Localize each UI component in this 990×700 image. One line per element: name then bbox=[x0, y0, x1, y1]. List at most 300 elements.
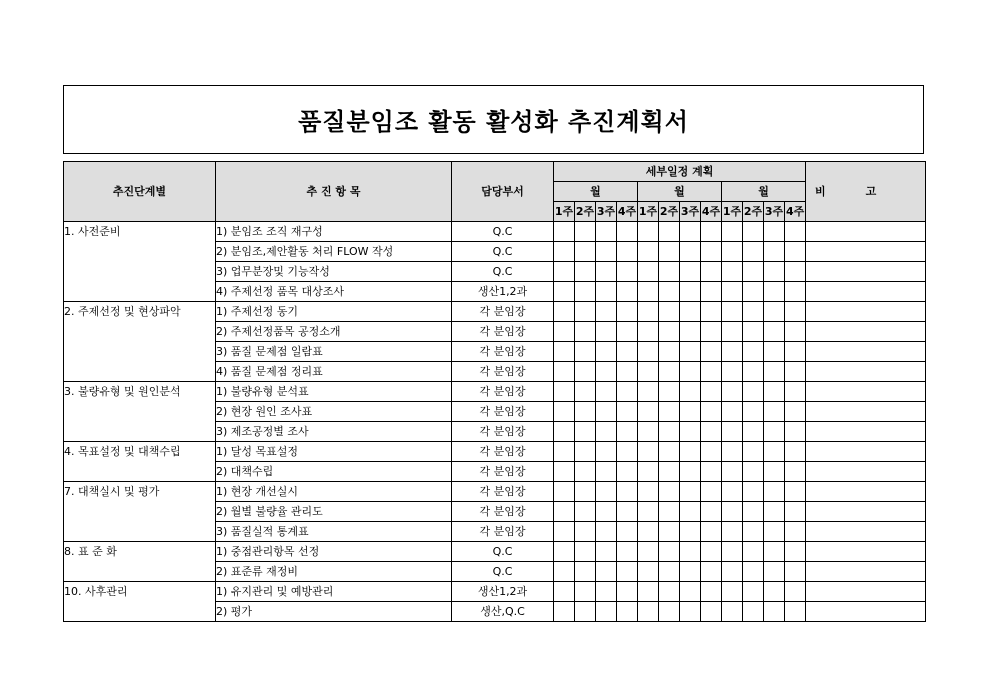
schedule-cell bbox=[722, 602, 743, 622]
schedule-cell bbox=[701, 242, 722, 262]
schedule-cell bbox=[617, 222, 638, 242]
schedule-cell bbox=[638, 342, 659, 362]
schedule-cell bbox=[617, 482, 638, 502]
schedule-cell bbox=[764, 402, 785, 422]
schedule-cell bbox=[743, 362, 764, 382]
dept-label: Q.C bbox=[452, 242, 554, 262]
header-stage: 추진단계별 bbox=[64, 162, 216, 222]
document-title: 품질분임조 활동 활성화 추진계획서 bbox=[298, 108, 689, 136]
table-body bbox=[64, 222, 926, 622]
schedule-cell bbox=[722, 422, 743, 442]
schedule-cell bbox=[659, 522, 680, 542]
header-week: 1주 bbox=[554, 202, 575, 222]
schedule-cell bbox=[785, 542, 806, 562]
header-week: 3주 bbox=[764, 202, 785, 222]
schedule-cell bbox=[785, 522, 806, 542]
stage-label: 1. 사전준비 bbox=[64, 222, 216, 302]
schedule-cell bbox=[743, 502, 764, 522]
schedule-cell bbox=[659, 422, 680, 442]
schedule-cell bbox=[722, 342, 743, 362]
note-cell bbox=[806, 422, 926, 442]
schedule-cell bbox=[722, 382, 743, 402]
schedule-cell bbox=[575, 502, 596, 522]
schedule-cell bbox=[764, 442, 785, 462]
schedule-cell bbox=[554, 442, 575, 462]
schedule-cell bbox=[596, 482, 617, 502]
schedule-cell bbox=[680, 522, 701, 542]
schedule-cell bbox=[743, 522, 764, 542]
schedule-cell bbox=[596, 242, 617, 262]
schedule-cell bbox=[764, 302, 785, 322]
header-week: 2주 bbox=[659, 202, 680, 222]
schedule-cell bbox=[554, 342, 575, 362]
schedule-cell bbox=[596, 382, 617, 402]
schedule-cell bbox=[743, 322, 764, 342]
schedule-cell bbox=[638, 362, 659, 382]
schedule-cell bbox=[638, 322, 659, 342]
dept-label: 각 분임장 bbox=[452, 422, 554, 442]
schedule-cell bbox=[575, 402, 596, 422]
schedule-cell bbox=[764, 242, 785, 262]
table-row bbox=[64, 542, 926, 562]
header-week: 2주 bbox=[743, 202, 764, 222]
dept-label: 각 분임장 bbox=[452, 502, 554, 522]
schedule-cell bbox=[701, 582, 722, 602]
schedule-cell bbox=[722, 282, 743, 302]
schedule-cell bbox=[554, 602, 575, 622]
header-week: 2주 bbox=[575, 202, 596, 222]
schedule-cell bbox=[638, 222, 659, 242]
schedule-cell bbox=[743, 382, 764, 402]
dept-label: 각 분임장 bbox=[452, 462, 554, 482]
schedule-cell bbox=[785, 482, 806, 502]
schedule-cell bbox=[659, 342, 680, 362]
schedule-cell bbox=[722, 262, 743, 282]
item-label: 1) 불량유형 분석표 bbox=[216, 382, 452, 402]
schedule-cell bbox=[617, 242, 638, 262]
schedule-cell bbox=[722, 402, 743, 422]
schedule-cell bbox=[722, 322, 743, 342]
schedule-cell bbox=[638, 462, 659, 482]
schedule-cell bbox=[743, 442, 764, 462]
schedule-cell bbox=[554, 382, 575, 402]
schedule-cell bbox=[554, 542, 575, 562]
note-cell bbox=[806, 602, 926, 622]
dept-label: Q.C bbox=[452, 562, 554, 582]
plan-table bbox=[63, 161, 926, 622]
dept-label: 생산1,2과 bbox=[452, 582, 554, 602]
table-row bbox=[64, 302, 926, 322]
schedule-cell bbox=[722, 302, 743, 322]
dept-label: 각 분임장 bbox=[452, 302, 554, 322]
note-cell bbox=[806, 282, 926, 302]
schedule-cell bbox=[785, 302, 806, 322]
schedule-cell bbox=[554, 482, 575, 502]
schedule-cell bbox=[680, 502, 701, 522]
header-dept: 담당부서 bbox=[452, 162, 554, 222]
schedule-cell bbox=[659, 402, 680, 422]
schedule-cell bbox=[785, 422, 806, 442]
dept-label: Q.C bbox=[452, 542, 554, 562]
schedule-cell bbox=[701, 262, 722, 282]
note-cell bbox=[806, 242, 926, 262]
schedule-cell bbox=[785, 382, 806, 402]
schedule-cell bbox=[596, 442, 617, 462]
item-label: 3) 제조공정별 조사 bbox=[216, 422, 452, 442]
schedule-cell bbox=[596, 422, 617, 442]
schedule-cell bbox=[659, 582, 680, 602]
schedule-cell bbox=[743, 282, 764, 302]
schedule-cell bbox=[638, 522, 659, 542]
dept-label: 각 분임장 bbox=[452, 522, 554, 542]
schedule-cell bbox=[743, 402, 764, 422]
schedule-cell bbox=[680, 262, 701, 282]
schedule-cell bbox=[785, 562, 806, 582]
schedule-cell bbox=[764, 582, 785, 602]
schedule-cell bbox=[680, 482, 701, 502]
schedule-cell bbox=[785, 502, 806, 522]
schedule-cell bbox=[764, 322, 785, 342]
dept-label: 각 분임장 bbox=[452, 402, 554, 422]
schedule-cell bbox=[554, 322, 575, 342]
schedule-cell bbox=[638, 422, 659, 442]
note-cell bbox=[806, 382, 926, 402]
schedule-cell bbox=[680, 442, 701, 462]
dept-label: 각 분임장 bbox=[452, 342, 554, 362]
schedule-cell bbox=[617, 582, 638, 602]
schedule-cell bbox=[680, 602, 701, 622]
schedule-cell bbox=[764, 382, 785, 402]
schedule-cell bbox=[617, 502, 638, 522]
schedule-cell bbox=[743, 482, 764, 502]
table-row bbox=[64, 442, 926, 462]
schedule-cell bbox=[659, 502, 680, 522]
schedule-cell bbox=[722, 482, 743, 502]
schedule-cell bbox=[701, 282, 722, 302]
item-label: 2) 월별 불량율 관리도 bbox=[216, 502, 452, 522]
item-label: 1) 중점관리항목 선정 bbox=[216, 542, 452, 562]
note-cell bbox=[806, 502, 926, 522]
dept-label: Q.C bbox=[452, 262, 554, 282]
schedule-cell bbox=[575, 542, 596, 562]
note-cell bbox=[806, 402, 926, 422]
schedule-cell bbox=[638, 302, 659, 322]
schedule-cell bbox=[638, 382, 659, 402]
schedule-cell bbox=[680, 322, 701, 342]
schedule-cell bbox=[638, 582, 659, 602]
schedule-cell bbox=[680, 382, 701, 402]
schedule-cell bbox=[554, 502, 575, 522]
item-label: 2) 표준류 재정비 bbox=[216, 562, 452, 582]
schedule-cell bbox=[617, 522, 638, 542]
schedule-cell bbox=[785, 262, 806, 282]
schedule-cell bbox=[764, 602, 785, 622]
note-cell bbox=[806, 582, 926, 602]
schedule-cell bbox=[680, 222, 701, 242]
note-cell bbox=[806, 542, 926, 562]
schedule-cell bbox=[554, 262, 575, 282]
schedule-cell bbox=[596, 222, 617, 242]
schedule-cell bbox=[743, 542, 764, 562]
item-label: 3) 품질실적 통계표 bbox=[216, 522, 452, 542]
stage-label: 3. 불량유형 및 원인분석 bbox=[64, 382, 216, 442]
note-cell bbox=[806, 262, 926, 282]
schedule-cell bbox=[722, 562, 743, 582]
schedule-cell bbox=[722, 582, 743, 602]
schedule-cell bbox=[617, 262, 638, 282]
schedule-cell bbox=[764, 462, 785, 482]
schedule-cell bbox=[701, 542, 722, 562]
schedule-cell bbox=[638, 242, 659, 262]
schedule-cell bbox=[659, 442, 680, 462]
note-cell bbox=[806, 442, 926, 462]
schedule-cell bbox=[638, 482, 659, 502]
schedule-cell bbox=[575, 422, 596, 442]
schedule-cell bbox=[638, 502, 659, 522]
schedule-cell bbox=[617, 602, 638, 622]
schedule-cell bbox=[743, 302, 764, 322]
schedule-cell bbox=[680, 462, 701, 482]
dept-label: 각 분임장 bbox=[452, 382, 554, 402]
stage-label: 2. 주제선정 및 현상파악 bbox=[64, 302, 216, 382]
schedule-cell bbox=[764, 222, 785, 242]
note-cell bbox=[806, 302, 926, 322]
schedule-cell bbox=[785, 442, 806, 462]
note-cell bbox=[806, 362, 926, 382]
schedule-cell bbox=[659, 222, 680, 242]
schedule-cell bbox=[617, 322, 638, 342]
schedule-cell bbox=[596, 562, 617, 582]
schedule-cell bbox=[596, 342, 617, 362]
schedule-cell bbox=[722, 542, 743, 562]
schedule-cell bbox=[596, 302, 617, 322]
header-plan: 세부일정 계획 bbox=[554, 162, 806, 182]
note-cell bbox=[806, 482, 926, 502]
schedule-cell bbox=[722, 462, 743, 482]
schedule-cell bbox=[554, 462, 575, 482]
header-week: 1주 bbox=[638, 202, 659, 222]
stage-label: 8. 표 준 화 bbox=[64, 542, 216, 582]
schedule-cell bbox=[596, 502, 617, 522]
schedule-cell bbox=[785, 362, 806, 382]
schedule-cell bbox=[680, 362, 701, 382]
schedule-cell bbox=[680, 422, 701, 442]
schedule-cell bbox=[575, 242, 596, 262]
schedule-cell bbox=[764, 542, 785, 562]
schedule-cell bbox=[701, 402, 722, 422]
schedule-cell bbox=[743, 562, 764, 582]
header-week: 3주 bbox=[680, 202, 701, 222]
table-row bbox=[64, 222, 926, 242]
schedule-cell bbox=[785, 322, 806, 342]
schedule-cell bbox=[659, 282, 680, 302]
schedule-cell bbox=[638, 442, 659, 462]
stage-label: 7. 대책실시 및 평가 bbox=[64, 482, 216, 542]
schedule-cell bbox=[659, 602, 680, 622]
item-label: 1) 달성 목표설정 bbox=[216, 442, 452, 462]
schedule-cell bbox=[764, 282, 785, 302]
item-label: 1) 현장 개선실시 bbox=[216, 482, 452, 502]
schedule-cell bbox=[785, 342, 806, 362]
schedule-cell bbox=[596, 282, 617, 302]
schedule-cell bbox=[722, 362, 743, 382]
table-row bbox=[64, 382, 926, 402]
schedule-cell bbox=[764, 562, 785, 582]
schedule-cell bbox=[701, 502, 722, 522]
schedule-cell bbox=[722, 242, 743, 262]
schedule-cell bbox=[575, 562, 596, 582]
item-label: 2) 주제선정품목 공정소개 bbox=[216, 322, 452, 342]
schedule-cell bbox=[638, 542, 659, 562]
schedule-cell bbox=[554, 302, 575, 322]
item-label: 1) 유지관리 및 예방관리 bbox=[216, 582, 452, 602]
schedule-cell bbox=[638, 402, 659, 422]
schedule-cell bbox=[575, 462, 596, 482]
schedule-cell bbox=[596, 582, 617, 602]
schedule-cell bbox=[743, 582, 764, 602]
schedule-cell bbox=[617, 382, 638, 402]
schedule-cell bbox=[743, 342, 764, 362]
schedule-cell bbox=[554, 222, 575, 242]
header-item: 추 진 항 목 bbox=[216, 162, 452, 222]
schedule-cell bbox=[575, 362, 596, 382]
dept-label: 각 분임장 bbox=[452, 362, 554, 382]
schedule-cell bbox=[785, 242, 806, 262]
schedule-cell bbox=[617, 462, 638, 482]
item-label: 2) 현장 원인 조사표 bbox=[216, 402, 452, 422]
schedule-cell bbox=[575, 302, 596, 322]
schedule-cell bbox=[701, 362, 722, 382]
item-label: 1) 주제선정 동기 bbox=[216, 302, 452, 322]
table-row bbox=[64, 482, 926, 502]
schedule-cell bbox=[785, 282, 806, 302]
schedule-cell bbox=[659, 362, 680, 382]
schedule-cell bbox=[743, 242, 764, 262]
schedule-cell bbox=[638, 282, 659, 302]
dept-label: 각 분임장 bbox=[452, 482, 554, 502]
table-header bbox=[64, 162, 926, 222]
schedule-cell bbox=[617, 282, 638, 302]
schedule-cell bbox=[701, 462, 722, 482]
schedule-cell bbox=[701, 482, 722, 502]
schedule-cell bbox=[764, 362, 785, 382]
schedule-cell bbox=[554, 402, 575, 422]
schedule-cell bbox=[722, 222, 743, 242]
schedule-cell bbox=[764, 482, 785, 502]
header-month-1: 월 bbox=[554, 182, 638, 202]
schedule-cell bbox=[596, 362, 617, 382]
schedule-cell bbox=[659, 482, 680, 502]
schedule-cell bbox=[617, 402, 638, 422]
schedule-cell bbox=[680, 302, 701, 322]
stage-label: 10. 사후관리 bbox=[64, 582, 216, 622]
header-week: 3주 bbox=[596, 202, 617, 222]
schedule-cell bbox=[596, 262, 617, 282]
item-label: 3) 품질 문제점 일람표 bbox=[216, 342, 452, 362]
schedule-cell bbox=[659, 462, 680, 482]
note-cell bbox=[806, 322, 926, 342]
schedule-cell bbox=[680, 582, 701, 602]
schedule-cell bbox=[575, 582, 596, 602]
schedule-cell bbox=[575, 282, 596, 302]
item-label: 1) 분임조 조직 재구성 bbox=[216, 222, 452, 242]
schedule-cell bbox=[701, 602, 722, 622]
dept-label: 각 분임장 bbox=[452, 442, 554, 462]
schedule-cell bbox=[554, 242, 575, 262]
schedule-cell bbox=[554, 282, 575, 302]
schedule-cell bbox=[638, 562, 659, 582]
schedule-cell bbox=[701, 342, 722, 362]
header-week: 4주 bbox=[617, 202, 638, 222]
schedule-cell bbox=[743, 602, 764, 622]
schedule-cell bbox=[680, 402, 701, 422]
schedule-cell bbox=[575, 482, 596, 502]
schedule-cell bbox=[554, 582, 575, 602]
note-cell bbox=[806, 562, 926, 582]
schedule-cell bbox=[659, 382, 680, 402]
schedule-cell bbox=[743, 422, 764, 442]
table-row bbox=[64, 582, 926, 602]
schedule-cell bbox=[638, 602, 659, 622]
dept-label: Q.C bbox=[452, 222, 554, 242]
schedule-cell bbox=[701, 222, 722, 242]
schedule-cell bbox=[554, 562, 575, 582]
schedule-cell bbox=[743, 262, 764, 282]
header-month-2: 월 bbox=[638, 182, 722, 202]
schedule-cell bbox=[764, 422, 785, 442]
schedule-cell bbox=[596, 462, 617, 482]
schedule-cell bbox=[743, 462, 764, 482]
schedule-cell bbox=[701, 422, 722, 442]
schedule-cell bbox=[575, 442, 596, 462]
note-cell bbox=[806, 342, 926, 362]
schedule-cell bbox=[764, 342, 785, 362]
schedule-cell bbox=[785, 402, 806, 422]
schedule-cell bbox=[701, 382, 722, 402]
schedule-cell bbox=[575, 262, 596, 282]
schedule-cell bbox=[575, 382, 596, 402]
schedule-cell bbox=[617, 302, 638, 322]
schedule-cell bbox=[785, 602, 806, 622]
header-week: 4주 bbox=[785, 202, 806, 222]
schedule-cell bbox=[575, 342, 596, 362]
schedule-cell bbox=[617, 362, 638, 382]
schedule-cell bbox=[617, 542, 638, 562]
schedule-cell bbox=[785, 582, 806, 602]
stage-label: 4. 목표설정 및 대책수립 bbox=[64, 442, 216, 482]
schedule-cell bbox=[659, 542, 680, 562]
header-week: 1주 bbox=[722, 202, 743, 222]
schedule-cell bbox=[617, 562, 638, 582]
schedule-cell bbox=[659, 322, 680, 342]
schedule-cell bbox=[785, 462, 806, 482]
schedule-cell bbox=[617, 342, 638, 362]
item-label: 2) 분임조,제안활동 처리 FLOW 작성 bbox=[216, 242, 452, 262]
schedule-cell bbox=[680, 342, 701, 362]
schedule-cell bbox=[659, 262, 680, 282]
note-cell bbox=[806, 522, 926, 542]
schedule-cell bbox=[701, 322, 722, 342]
header-note: 비고 bbox=[806, 162, 926, 222]
schedule-cell bbox=[701, 442, 722, 462]
dept-label: 생산,Q.C bbox=[452, 602, 554, 622]
header-month-3: 월 bbox=[722, 182, 806, 202]
schedule-cell bbox=[596, 522, 617, 542]
item-label: 4) 주제선정 품목 대상조사 bbox=[216, 282, 452, 302]
schedule-cell bbox=[680, 542, 701, 562]
schedule-cell bbox=[575, 222, 596, 242]
schedule-cell bbox=[701, 302, 722, 322]
